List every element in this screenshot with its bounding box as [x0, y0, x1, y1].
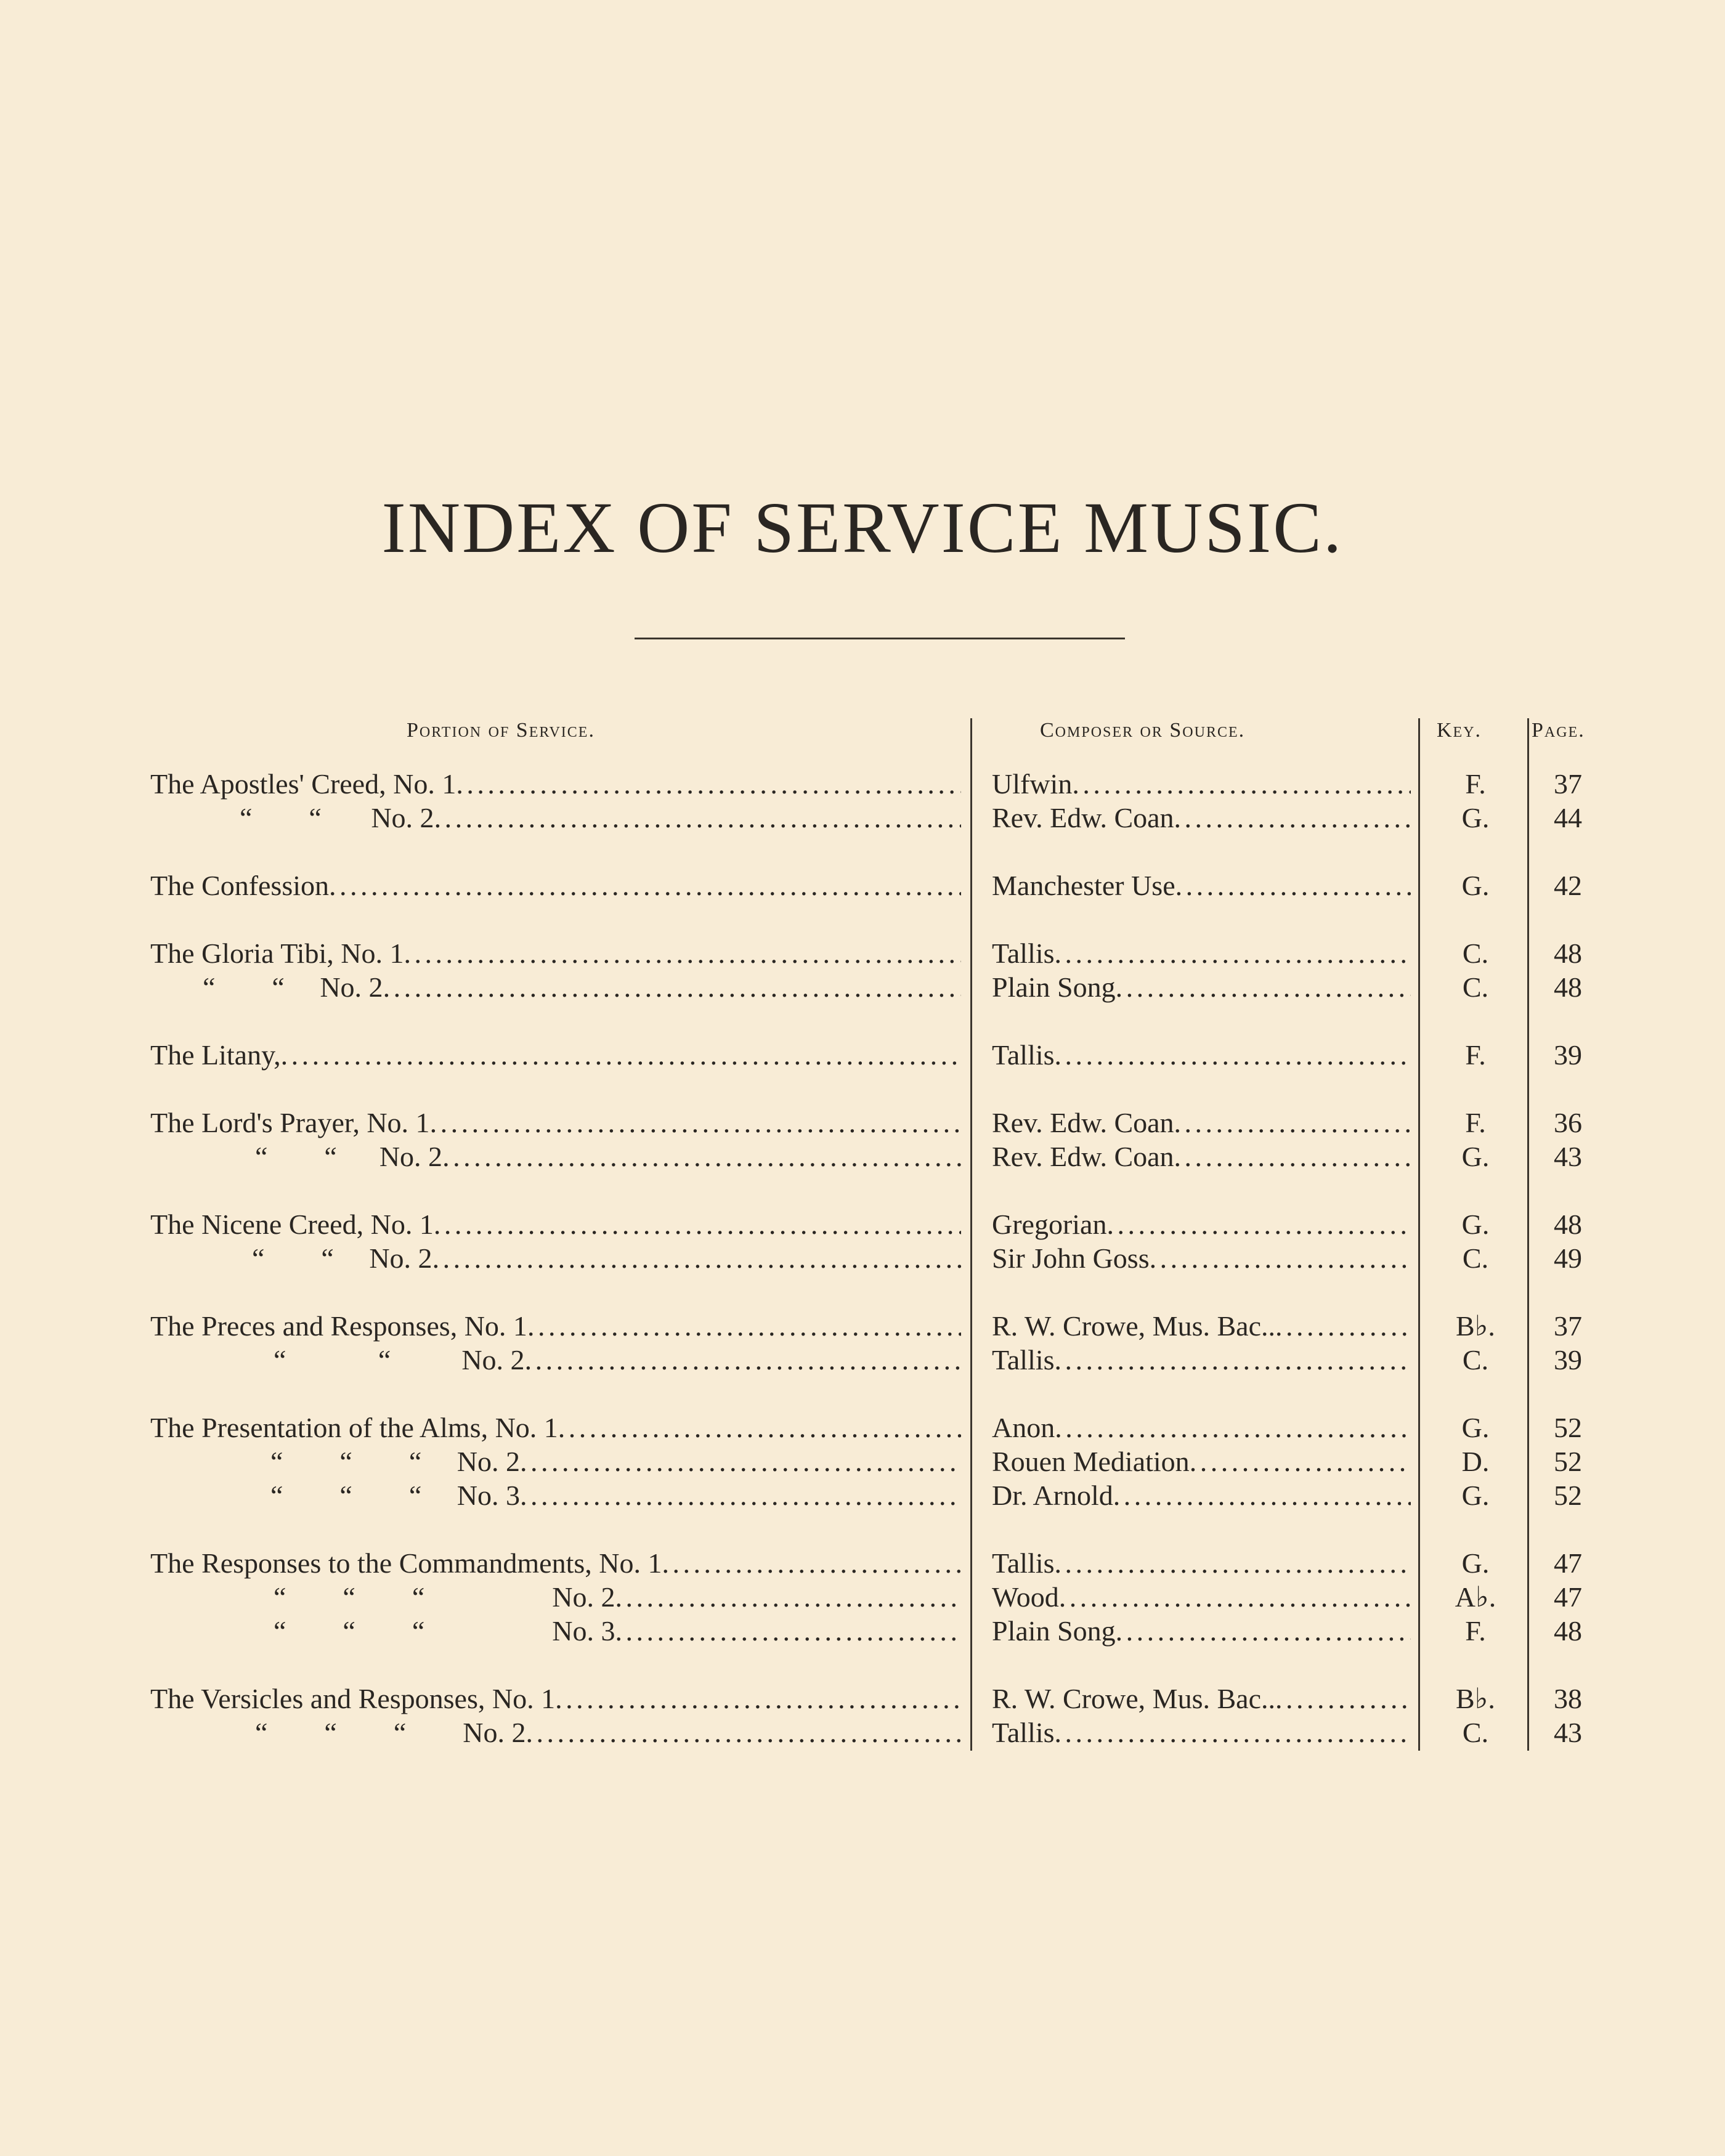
- composer-label: R. W. Crowe, Mus. Bac..: [992, 1683, 1275, 1714]
- table-row: [0, 1343, 1725, 1377]
- key-cell: F.: [1465, 1039, 1486, 1071]
- portion-cell: [150, 1580, 961, 1615]
- key-cell: G.: [1461, 1412, 1490, 1443]
- leader-dots: [520, 1478, 961, 1513]
- leader-dots: [1055, 1716, 1411, 1750]
- leader-dots: [615, 1614, 961, 1648]
- composer-label: Plain Song: [992, 971, 1116, 1003]
- portion-cell: [150, 936, 961, 971]
- leader-dots: [1150, 1241, 1411, 1276]
- leader-dots: [432, 1241, 961, 1276]
- composer-cell: [992, 1140, 1411, 1174]
- key-cell: C.: [1462, 1242, 1489, 1274]
- leader-dots: [527, 1309, 961, 1343]
- portion-cell: [150, 1038, 961, 1072]
- page-cell: 47: [1554, 1547, 1582, 1579]
- leader-dots: [1055, 936, 1411, 971]
- leader-dots: [430, 1106, 961, 1140]
- portion-label: The Apostles' Creed, No. 1: [150, 768, 457, 800]
- header-page: Page.: [1532, 719, 1585, 742]
- key-cell: G.: [1461, 1547, 1490, 1579]
- page-cell: 52: [1554, 1412, 1582, 1443]
- composer-label: Gregorian: [992, 1209, 1107, 1240]
- table-row: [0, 1241, 1725, 1276]
- composer-cell: [992, 1106, 1411, 1140]
- leader-dots: [383, 970, 961, 1005]
- table-row: [0, 1106, 1725, 1140]
- composer-label: Anon: [992, 1412, 1055, 1443]
- composer-cell: [992, 1241, 1411, 1276]
- leader-dots: [1055, 1343, 1411, 1377]
- title-divider: [635, 638, 1125, 639]
- portion-cell: [150, 767, 961, 801]
- leader-dots: [1055, 1038, 1411, 1072]
- portion-label: The Nicene Creed, No. 1: [150, 1209, 434, 1240]
- key-cell: C.: [1462, 1344, 1489, 1376]
- page-cell: 52: [1554, 1480, 1582, 1511]
- composer-cell: [992, 970, 1411, 1005]
- table-row: [0, 1716, 1725, 1750]
- key-cell: G.: [1461, 1480, 1490, 1511]
- page-cell: 37: [1554, 1310, 1582, 1342]
- table-row: [0, 1207, 1725, 1242]
- composer-label: Rev. Edw. Coan: [992, 1107, 1174, 1138]
- table-row: [0, 1140, 1725, 1174]
- page-cell: 39: [1554, 1344, 1582, 1376]
- portion-label: “ “ “ No. 3: [270, 1480, 520, 1511]
- page-cell: 44: [1554, 802, 1582, 833]
- table-row: [0, 869, 1725, 903]
- portion-label: The Gloria Tibi, No. 1: [150, 938, 404, 969]
- composer-label: Wood: [992, 1581, 1059, 1613]
- portion-label: “ “ No. 2: [203, 971, 383, 1003]
- portion-label: “ “ “ No. 2: [274, 1581, 615, 1613]
- leader-dots: [404, 936, 961, 971]
- portion-label: The Responses to the Commandments, No. 1: [150, 1547, 662, 1579]
- leader-dots: [281, 1038, 961, 1072]
- leader-dots: [1190, 1445, 1411, 1479]
- composer-label: R. W. Crowe, Mus. Bac..: [992, 1310, 1275, 1342]
- composer-cell: [992, 801, 1411, 835]
- leader-dots: [558, 1411, 961, 1445]
- portion-cell: [150, 1682, 961, 1716]
- header-composer: Composer or Source.: [1040, 719, 1246, 742]
- key-cell: G.: [1461, 1209, 1490, 1240]
- composer-cell: [992, 1546, 1411, 1581]
- portion-cell: [150, 801, 961, 835]
- composer-label: Dr. Arnold: [992, 1480, 1113, 1511]
- portion-cell: [150, 1478, 961, 1513]
- table-row: [0, 1411, 1725, 1445]
- key-cell: C.: [1462, 971, 1489, 1003]
- composer-label: Tallis: [992, 1717, 1055, 1748]
- composer-cell: [992, 1445, 1411, 1479]
- table-row: [0, 767, 1725, 801]
- composer-label: Rev. Edw. Coan: [992, 802, 1174, 833]
- key-cell: B♭.: [1456, 1683, 1495, 1714]
- page-cell: 47: [1554, 1581, 1582, 1613]
- page-cell: 42: [1554, 870, 1582, 901]
- page-cell: 48: [1554, 938, 1582, 969]
- leader-dots: [1116, 1614, 1411, 1648]
- portion-label: The Presentation of the Alms, No. 1: [150, 1412, 558, 1443]
- key-cell: G.: [1461, 802, 1490, 833]
- leader-dots: [662, 1546, 961, 1581]
- portion-label: “ “ No. 2: [240, 802, 434, 833]
- portion-label: “ “ No. 2: [252, 1242, 432, 1274]
- leader-dots: [329, 869, 961, 903]
- composer-label: Rev. Edw. Coan: [992, 1141, 1174, 1172]
- table-row: [0, 1580, 1725, 1615]
- leader-dots: [456, 767, 961, 801]
- table-row: [0, 970, 1725, 1005]
- composer-label: Plain Song: [992, 1615, 1116, 1647]
- composer-label: Tallis: [992, 1547, 1055, 1579]
- leader-dots: [525, 1343, 961, 1377]
- portion-cell: [150, 1309, 961, 1343]
- portion-label: The Lord's Prayer, No. 1: [150, 1107, 430, 1138]
- portion-cell: [150, 1445, 961, 1479]
- portion-label: “ “ “ No. 3: [274, 1615, 615, 1647]
- composer-cell: [992, 1682, 1411, 1716]
- composer-cell: [992, 1038, 1411, 1072]
- portion-label: The Preces and Responses, No. 1: [150, 1310, 527, 1342]
- composer-cell: [992, 767, 1411, 801]
- leader-dots: [434, 1207, 961, 1242]
- page-cell: 37: [1554, 768, 1582, 800]
- portion-cell: [150, 1546, 961, 1581]
- composer-cell: [992, 1716, 1411, 1750]
- page-cell: 48: [1554, 971, 1582, 1003]
- composer-cell: [992, 1411, 1411, 1445]
- page-cell: 36: [1554, 1107, 1582, 1138]
- table-row: [0, 1309, 1725, 1343]
- composer-cell: [992, 1343, 1411, 1377]
- page-cell: 38: [1554, 1683, 1582, 1714]
- key-cell: C.: [1462, 938, 1489, 969]
- composer-cell: [992, 869, 1411, 903]
- portion-label: The Versicles and Responses, No. 1: [150, 1683, 556, 1714]
- composer-cell: [992, 1614, 1411, 1648]
- composer-cell: [992, 1207, 1411, 1242]
- key-cell: B♭.: [1456, 1310, 1495, 1342]
- leader-dots: [1072, 767, 1411, 801]
- key-cell: G.: [1461, 1141, 1490, 1172]
- portion-label: “ “ No. 2: [274, 1344, 525, 1376]
- portion-cell: [150, 1716, 961, 1750]
- leader-dots: [1055, 1546, 1411, 1581]
- portion-label: “ “ “ No. 2: [255, 1717, 526, 1748]
- portion-cell: [150, 1614, 961, 1648]
- table-row: [0, 1546, 1725, 1581]
- page-cell: 43: [1554, 1717, 1582, 1748]
- page-cell: 49: [1554, 1242, 1582, 1274]
- composer-label: Sir John Goss: [992, 1242, 1150, 1274]
- key-cell: D.: [1461, 1446, 1490, 1477]
- leader-dots: [442, 1140, 961, 1174]
- composer-cell: [992, 1580, 1411, 1615]
- portion-label: “ “ No. 2: [255, 1141, 443, 1172]
- leader-dots: [434, 801, 961, 835]
- leader-dots: [520, 1445, 961, 1479]
- composer-cell: [992, 1309, 1411, 1343]
- leader-dots: [1275, 1309, 1411, 1343]
- key-cell: A♭.: [1455, 1581, 1496, 1613]
- portion-label: “ “ “ No. 2: [270, 1446, 520, 1477]
- leader-dots: [555, 1682, 961, 1716]
- composer-label: Tallis: [992, 938, 1055, 969]
- leader-dots: [526, 1716, 961, 1750]
- table-row: [0, 1445, 1725, 1479]
- composer-cell: [992, 936, 1411, 971]
- leader-dots: [1174, 1106, 1411, 1140]
- portion-cell: [150, 1241, 961, 1276]
- portion-cell: [150, 1140, 961, 1174]
- page-cell: 48: [1554, 1209, 1582, 1240]
- portion-cell: [150, 869, 961, 903]
- composer-label: Tallis: [992, 1039, 1055, 1071]
- table-row: [0, 801, 1725, 835]
- portion-label: The Litany,: [150, 1039, 281, 1071]
- page-cell: 52: [1554, 1446, 1582, 1477]
- portion-cell: [150, 970, 961, 1005]
- header-key: Key.: [1437, 719, 1482, 742]
- leader-dots: [1174, 801, 1411, 835]
- leader-dots: [1055, 1411, 1411, 1445]
- portion-cell: [150, 1207, 961, 1242]
- table-row: [0, 1614, 1725, 1648]
- composer-cell: [992, 1478, 1411, 1513]
- composer-label: Tallis: [992, 1344, 1055, 1376]
- key-cell: F.: [1465, 768, 1486, 800]
- leader-dots: [1175, 869, 1411, 903]
- key-cell: F.: [1465, 1107, 1486, 1138]
- composer-label: Rouen Mediation: [992, 1446, 1190, 1477]
- leader-dots: [1113, 1478, 1411, 1513]
- table-row: [0, 936, 1725, 971]
- leader-dots: [1116, 970, 1411, 1005]
- table-row: [0, 1478, 1725, 1513]
- composer-label: Ulfwin: [992, 768, 1073, 800]
- table-row: [0, 1682, 1725, 1716]
- portion-cell: [150, 1106, 961, 1140]
- key-cell: G.: [1461, 870, 1490, 901]
- portion-cell: [150, 1343, 961, 1377]
- page-cell: 48: [1554, 1615, 1582, 1647]
- header-portion: Portion of Service.: [407, 719, 595, 742]
- key-cell: C.: [1462, 1717, 1489, 1748]
- leader-dots: [1174, 1140, 1411, 1174]
- leader-dots: [1275, 1682, 1411, 1716]
- page-cell: 39: [1554, 1039, 1582, 1071]
- key-cell: F.: [1465, 1615, 1486, 1647]
- page-title: INDEX OF SERVICE MUSIC.: [381, 487, 1344, 568]
- page-cell: 43: [1554, 1141, 1582, 1172]
- leader-dots: [615, 1580, 961, 1615]
- table-row: [0, 1038, 1725, 1072]
- portion-label: The Confession: [150, 870, 330, 901]
- leader-dots: [1059, 1580, 1411, 1615]
- portion-cell: [150, 1411, 961, 1445]
- leader-dots: [1106, 1207, 1411, 1242]
- composer-label: Manchester Use: [992, 870, 1175, 901]
